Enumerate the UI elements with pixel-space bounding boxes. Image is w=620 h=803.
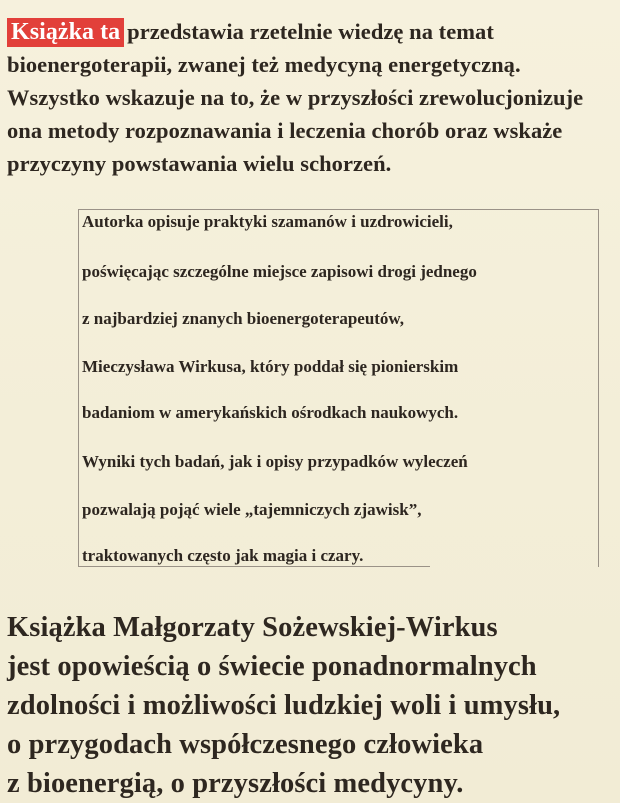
quote-line-2: poświęcając szczególne miejsce zapisowi drogi jednego bbox=[82, 262, 477, 281]
intro-line-5: przyczyny powstawania wielu schorzeń. bbox=[7, 151, 392, 176]
closing-paragraph bbox=[7, 608, 613, 803]
closing-line-3: zdolności i możliwości ludzkiej woli i umysłu, bbox=[7, 690, 561, 721]
quote-line-6: Wyniki tych badań, jak i opisy przypadków wyleczeń bbox=[82, 452, 468, 471]
quote-bottom-rule bbox=[78, 566, 430, 567]
quote-line-1: Autorka opisuje praktyki szamanów i uzdrowicieli, bbox=[82, 212, 453, 231]
quote-line-7: pozwalają pojąć wiele „tajemniczych zjawisk”, bbox=[82, 500, 422, 519]
quote-line-3: z najbardziej znanych bioenergoterapeutów, bbox=[82, 309, 405, 328]
closing-line-1: Książka Małgorzaty Sożewskiej-Wirkus bbox=[7, 612, 498, 643]
intro-line-2: bioenergoterapii, zwanej też medycyną energetyczną. bbox=[7, 52, 521, 77]
closing-line-5: z bioenergią, o przyszłości medycyny. bbox=[7, 768, 464, 799]
intro-paragraph bbox=[7, 15, 613, 180]
highlight-label: Książka ta bbox=[7, 18, 124, 47]
intro-line-3: Wszystko wskazuje na to, że w przyszłości zrewolucjonizuje bbox=[7, 85, 584, 110]
closing-line-2: jest opowieścią o świecie ponadnormalnych bbox=[7, 651, 537, 682]
closing-line-4: o przygodach współczesnego człowieka bbox=[7, 729, 484, 760]
quote-line-5: badaniom w amerykańskich ośrodkach naukowych. bbox=[82, 403, 459, 422]
quote-box bbox=[78, 209, 599, 567]
intro-line-1 bbox=[7, 15, 613, 48]
quote-line-4: Mieczysława Wirkusa, który poddał się pionierskim bbox=[82, 357, 459, 376]
quote-line-8: traktowanych często jak magia i czary. bbox=[82, 546, 364, 565]
intro-line-1-text: przedstawia rzetelnie wiedzę na temat bbox=[127, 19, 494, 44]
intro-line-4: ona metody rozpoznawania i leczenia chorób oraz wskaże bbox=[7, 118, 563, 143]
